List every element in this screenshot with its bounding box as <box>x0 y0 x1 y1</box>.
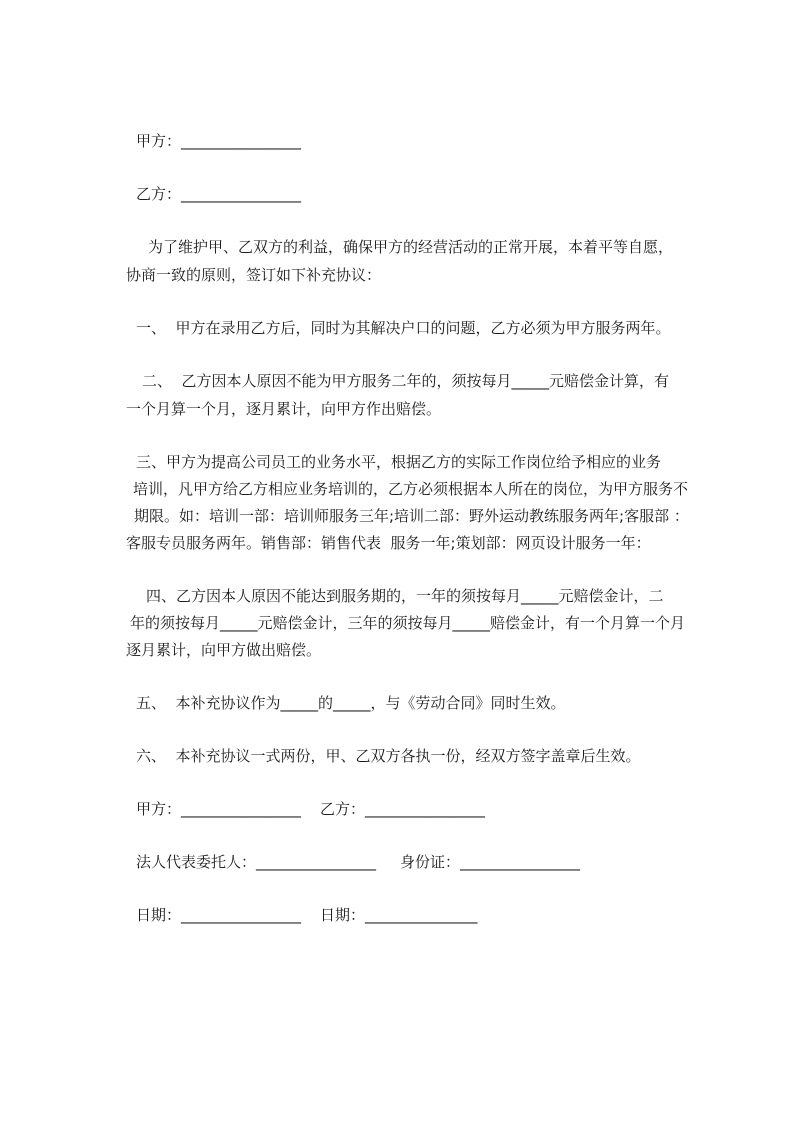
clause-4-line-1: 四、乙方因本人原因不能达到服务期的，一年的须按每月_____元赔偿金计，二 <box>146 587 664 605</box>
clause-2-line-1: 二、 乙方因本人原因不能为甲方服务二年的，须按每月_____元赔偿金计算，有 <box>142 372 670 390</box>
intro-line-1: 为了维护甲、乙双方的利益，确保甲方的经营活动的正常开展，本着平等自愿， <box>148 238 674 256</box>
clause-6-line-1: 六、 本补充协议一式两份，甲、乙双方各执一份，经双方签字盖章后生效。 <box>136 747 641 765</box>
intro-line-2: 协商一致的原则，签订如下补充协议： <box>126 266 382 284</box>
clause-3-line-4: 客服专员服务两年。销售部：销售代表 服务一年;策划部：网页设计服务一年： <box>126 534 651 552</box>
clause-2-line-2: 一个月算一个月，逐月累计，向甲方作出赔偿。 <box>126 400 442 418</box>
signature-legal-rep: 法人代表委托人：________________ <box>136 853 377 871</box>
signature-party-b: 乙方：________________ <box>320 800 486 818</box>
party-b-line: 乙方：________________ <box>136 185 302 203</box>
signature-party-a: 甲方：________________ <box>136 800 302 818</box>
clause-4-line-3: 逐月累计，向甲方做出赔偿。 <box>126 641 322 659</box>
clause-4-line-2: 年的须按每月_____元赔偿金计，三年的须按每月_____赔偿金计，有一个月算一个月 <box>130 614 686 632</box>
signature-date-a: 日期：________________ <box>136 906 302 924</box>
signature-id-card: 身份证：________________ <box>400 853 581 871</box>
party-a-line: 甲方：________________ <box>136 132 302 150</box>
clause-3-line-3: 期限。如：培训一部：培训师服务三年;培训二部：野外运动教练服务两年;客服部 ： <box>134 507 689 525</box>
clause-1-line-1: 一、 甲方在录用乙方后，同时为其解决户口的问题，乙方必须为甲方服务两年。 <box>136 319 671 337</box>
clause-3-line-1: 三、甲方为提高公司员工的业务水平，根据乙方的实际工作岗位给予相应的业务 <box>136 453 662 471</box>
clause-5-line-1: 五、 本补充协议作为_____的_____，与《劳动合同》同时生效。 <box>136 694 566 712</box>
signature-date-b: 日期：_______________ <box>320 906 478 924</box>
clause-3-line-2: 培训，凡甲方给乙方相应业务培训的，乙方必须根据本人所在的岗位，为甲方服务不 <box>133 480 689 498</box>
